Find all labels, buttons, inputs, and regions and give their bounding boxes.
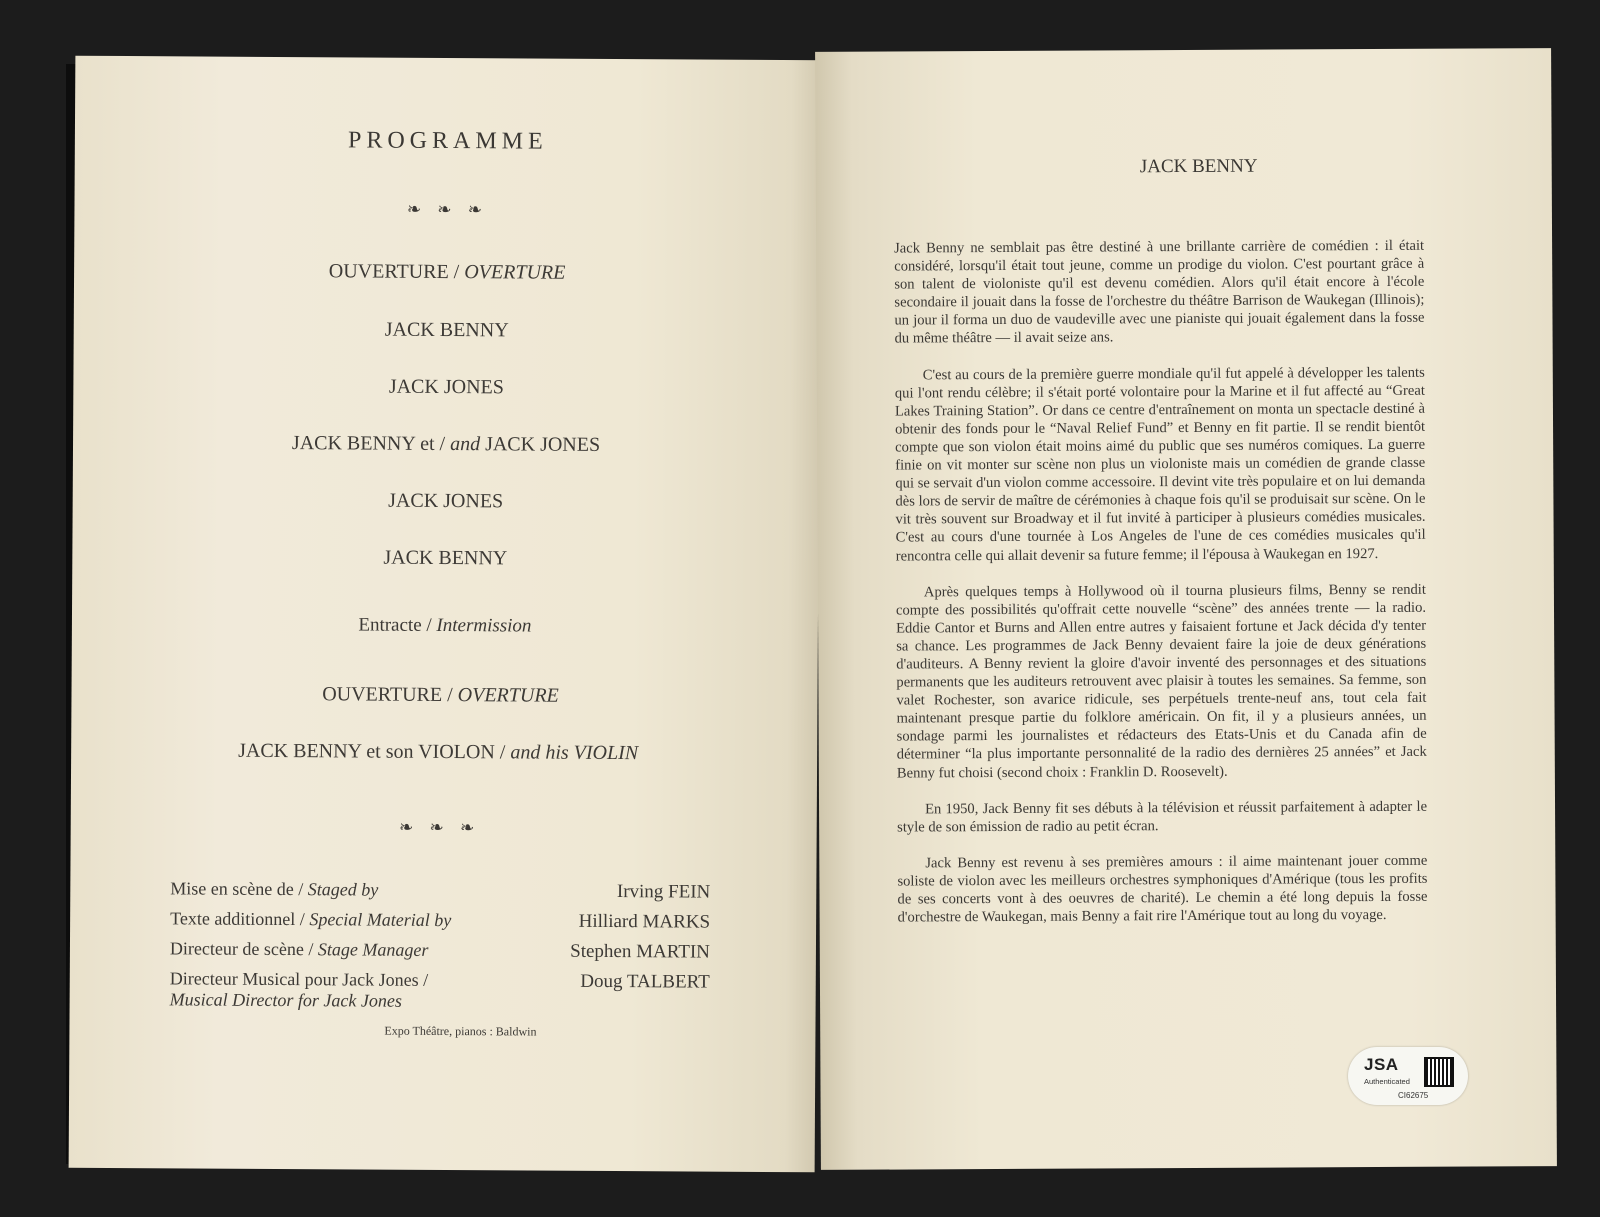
jsa-code: CI62675 <box>1398 1091 1429 1100</box>
credit-name: Doug TALBERT <box>580 970 710 993</box>
program-item-7: Entracte / Intermission <box>358 614 532 637</box>
programme-title: PROGRAMME <box>347 127 548 155</box>
biography-title: JACK BENNY <box>1139 155 1258 178</box>
program-item-5: JACK JONES <box>388 489 504 513</box>
program-item-9: JACK BENNY et son VIOLON / and his VIOLIN <box>238 739 639 765</box>
bio-paragraph: Jack Benny ne semblait pas être destiné à une brillante carrière de comédien : il était considéré, lorsqu'il était tout jeune, comme un prodige du violon. C'est pourtant grâce à son talent de violoniste qu'il est devenu comédien. Alors qu'il était encore à l'école secondaire il jouait dans la fosse de l'orchestre du théâtre Barrison de Waukegan (Illinois); un jour il forma un duo de vaudeville avec une pianiste qui jouait également dans la fosse du même théâtre — il avait seize ans. <box>894 237 1425 347</box>
venue-note: Expo Théâtre, pianos : Baldwin <box>384 1023 537 1039</box>
bio-paragraph: En 1950, Jack Benny fit ses débuts à la télévision et réussit parfaitement à adapter le style de son émission de radio au petit écran. <box>897 798 1428 836</box>
credit-row: Texte additionnel / Special Material by Hilliard MARKS <box>170 908 711 933</box>
jsa-logo: JSA <box>1364 1055 1399 1074</box>
bio-paragraph: Après quelques temps à Hollywood où il tourna plusieurs films, Benny se rendit compte des possibilités qu'offrait cette nouvelle “scène” des années trente — la radio. Eddie Cantor et Burns and Allen entre autres y faisaient fortune et Jack décida d'y tenter sa chance. Les programmes de Jack Benny devaient faire la joie de deux générations d'auditeurs. A Benny revient la gloire d'avoir inventé des personnages et des situations permanents que les auditeurs retrouvent avec plaisir à toutes les semaines. Sa femme, son valet Rochester, son avarice ridicule, ses perpétuels trente-neuf ans, tout cela fait maintenant presque partie du folklore américain. On fit, il y a plusieurs années, un sondage parmi les journalistes et rédacteurs des Etats-Unis et du Canada afin de déterminer “la plus importante personnalité de la radio des dernières 25 années” et Jack Benny fut choisi (second choix : Franklin D. Roosevelt). <box>895 581 1427 782</box>
credit-name: Irving FEIN <box>616 881 711 903</box>
bio-paragraph: Jack Benny est revenu à ses premières amours : il aime maintenant jouer comme soliste de violon avec les meilleurs orchestres symphoniques d'Amérique (tous les profits de ses concerts vont à des oeuvres de charité). Le chemin a été long depuis la fosse d'orchestre de Waukegan, mais Benny a fait rire l'Amérique tout au long du voyage. <box>897 852 1428 926</box>
credit-row: Directeur de scène / Stage Manager Stephen MARTIN <box>169 938 711 963</box>
credit-row: Directeur Musical pour Jack Jones / Musical Director for Jack Jones Doug TALBERT <box>169 968 710 1011</box>
program-item-4: JACK BENNY et / and JACK JONES <box>291 432 601 456</box>
right-page <box>815 48 1557 1170</box>
left-page <box>69 56 822 1173</box>
program-item-8: OUVERTURE / OVERTURE <box>322 683 559 707</box>
jsa-label: Authenticated <box>1364 1077 1410 1086</box>
program-item-3: JACK JONES <box>388 375 504 399</box>
ornament-bottom: ❧ ❧ ❧ <box>399 817 481 838</box>
program-item-2: JACK BENNY <box>384 318 509 342</box>
credits <box>169 878 711 1011</box>
bio-paragraph: C'est au cours de la première guerre mondiale qu'il fut appelé à développer les talents qui l'ont rendu célèbre; il s'était porté volontaire pour la Marine et il fut affecté au “Great Lakes Training Station”. Or dans ce centre d'entraînement on monta un spectacle destiné à obtenir des fonds pour le “Naval Relief Fund” et Benny en fit partie. Il se rendit bientôt compte que son violon était moins aimé du public que ses numéros comiques. La guerre finie on vit monter sur scène non plus un violoniste mais un comédien de grande classe qui se servait d'un violon comme accessoire. Il devint vite très populaire et on lui demanda dès lors de servir de maître de cérémonies à chaque fois qu'il se produisait sur scène. On le vit très souvent sur Broadway et il fut invité à participer à plusieurs comédies musicales. C'est au cours d'une tournée à Los Angeles de l'une de ces comédies musicales qu'il rencontra celle qui allait devenir sa future femme; il l'épousa à Waukegan en 1927. <box>894 364 1426 565</box>
ornament-top: ❧ ❧ ❧ <box>406 199 489 220</box>
credit-row: Mise en scène de / Staged by Irving FEIN <box>170 878 711 903</box>
authentication-sticker <box>1348 1047 1468 1105</box>
credit-name: Hilliard MARKS <box>578 910 711 933</box>
program-item-1: OUVERTURE / OVERTURE <box>328 260 566 284</box>
qr-code-icon <box>1424 1057 1454 1087</box>
credit-name: Stephen MARTIN <box>570 940 711 963</box>
biography-text <box>894 237 1428 945</box>
program-item-6: JACK BENNY <box>383 546 508 570</box>
